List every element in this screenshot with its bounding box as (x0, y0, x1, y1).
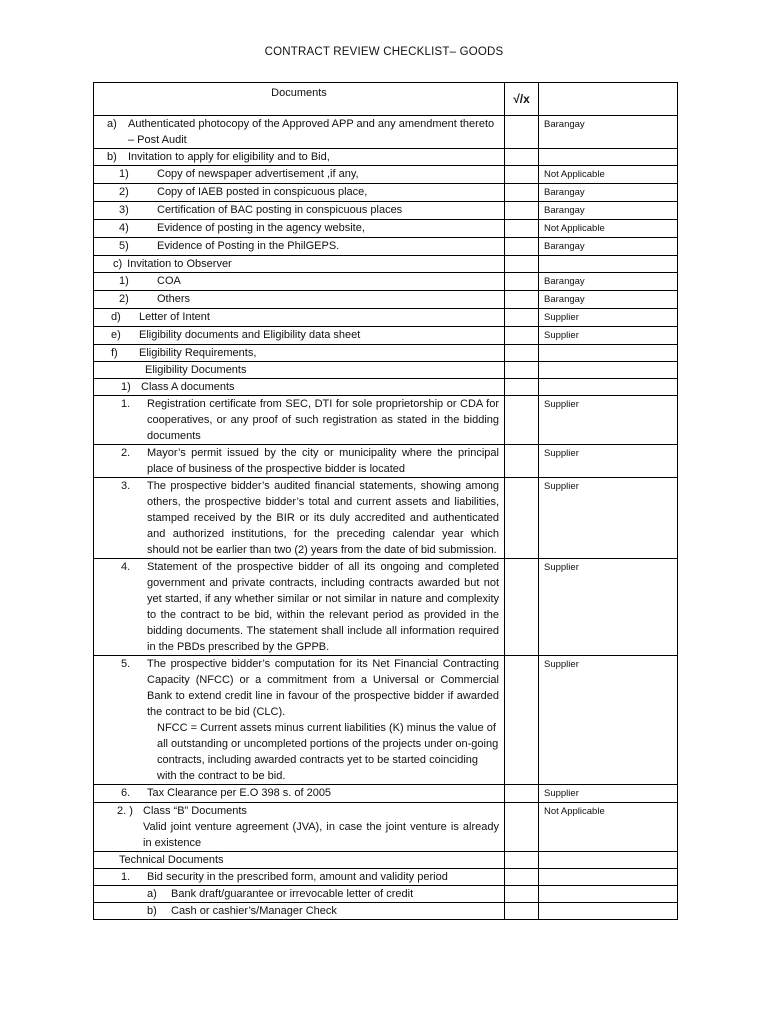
remark-cell (539, 149, 678, 166)
check-cell[interactable] (505, 256, 539, 273)
remark-cell: Supplier (539, 559, 678, 656)
check-cell[interactable] (505, 202, 539, 220)
check-cell[interactable] (505, 345, 539, 362)
document-cell (94, 166, 505, 184)
check-cell[interactable] (505, 869, 539, 886)
check-cell[interactable] (505, 903, 539, 920)
document-cell (94, 656, 505, 785)
item-label: 4) (119, 222, 129, 234)
remark-cell: Supplier (539, 478, 678, 559)
item-label: a) (147, 888, 157, 900)
item-text: Evidence of Posting in the PhilGEPS. (157, 240, 340, 252)
table-row (94, 202, 678, 220)
document-cell (94, 309, 505, 327)
remark-cell: Barangay (539, 291, 678, 309)
document-cell (94, 256, 505, 273)
table-row (94, 149, 678, 166)
check-cell[interactable] (505, 220, 539, 238)
item-text: Cash or cashier’s/Manager Check (171, 905, 337, 917)
item-label: 5) (119, 240, 129, 252)
table-row (94, 291, 678, 309)
remark-cell: Not Applicable (539, 803, 678, 852)
check-cell[interactable] (505, 291, 539, 309)
item-label: 2. ) (117, 805, 133, 817)
item-text: COA (157, 275, 181, 287)
item-text: Class A documents (141, 381, 235, 393)
check-cell[interactable] (505, 803, 539, 852)
item-text: Class “B” Documents (143, 805, 247, 817)
remark-cell (539, 886, 678, 903)
remark-cell: Supplier (539, 309, 678, 327)
table-row (94, 869, 678, 886)
remark-cell: Barangay (539, 202, 678, 220)
item-text: Invitation to apply for eligibility and to Bid, (128, 151, 330, 163)
item-label: 1. (121, 398, 131, 410)
document-cell (94, 803, 505, 852)
document-cell (94, 869, 505, 886)
document-cell (94, 327, 505, 345)
item-text: Evidence of posting in the agency website, (157, 222, 365, 234)
remark-cell (539, 345, 678, 362)
table-row (94, 445, 678, 478)
item-text: Certification of BAC posting in conspicuous places (157, 204, 403, 216)
item-text: Tax Clearance per E.O 398 s. of 2005 (147, 787, 332, 799)
item-text: Eligibility Documents (145, 364, 247, 376)
remark-cell: Barangay (539, 184, 678, 202)
check-cell[interactable] (505, 852, 539, 869)
document-cell (94, 852, 505, 869)
table-row (94, 273, 678, 291)
document-cell (94, 379, 505, 396)
item-text: Others (157, 293, 191, 305)
document-cell (94, 184, 505, 202)
item-text: Invitation to Observer (127, 258, 232, 270)
item-label: 1) (119, 275, 129, 287)
document-cell (94, 202, 505, 220)
item-label: 2) (119, 293, 129, 305)
table-row (94, 559, 678, 656)
remark-cell (539, 852, 678, 869)
document-cell (94, 220, 505, 238)
table-row (94, 903, 678, 920)
check-cell[interactable] (505, 116, 539, 149)
remark-cell: Supplier (539, 445, 678, 478)
table-row (94, 785, 678, 803)
check-cell[interactable] (505, 445, 539, 478)
item-label: 1) (119, 168, 129, 180)
item-text: Registration certificate from SEC, DTI for sole proprietorship or CDA for cooperatives, or any proof of such registration as stated in the bidding documents (147, 398, 499, 442)
document-cell (94, 903, 505, 920)
item-text: Copy of newspaper advertisement ,if any, (157, 168, 359, 180)
remarks-header (539, 83, 678, 116)
item-label: 6. (121, 787, 131, 799)
check-cell[interactable] (505, 166, 539, 184)
table-row (94, 116, 678, 149)
item-label: 3) (119, 204, 129, 216)
item-label: b) (107, 151, 117, 163)
table-row (94, 345, 678, 362)
document-cell (94, 291, 505, 309)
table-row (94, 238, 678, 256)
check-mark-header: √/x (505, 83, 539, 116)
item-label: c) (113, 258, 123, 270)
check-cell[interactable] (505, 149, 539, 166)
item-label: 2) (119, 186, 129, 198)
check-cell[interactable] (505, 478, 539, 559)
item-text: Bid security in the prescribed form, amount and validity period (147, 871, 448, 883)
item-text: The prospective bidder’s audited financial statements, showing among others, the prospective bidder’s total and current assets and liabilities, stamped received by the BIR or its duly accredited and authenticated and authorized institutions, for the preceding calendar year which should not be earlier than two (2) years from the date of bid submission. (147, 480, 499, 556)
check-cell[interactable] (505, 184, 539, 202)
item-label: 5. (121, 658, 131, 670)
item-label: a) (107, 118, 117, 130)
table-row (94, 166, 678, 184)
table-row (94, 478, 678, 559)
document-cell (94, 478, 505, 559)
check-cell[interactable] (505, 238, 539, 256)
item-text: The prospective bidder’s computation for its Net Financial Contracting Capacity (NFCC) or a commitment from a Universal or Commercial Bank to extend credit line in favour of the prospective bidder if awarded the contract to be bid (CLC). (147, 658, 499, 718)
check-cell[interactable] (505, 785, 539, 803)
check-cell[interactable] (505, 396, 539, 445)
document-cell (94, 273, 505, 291)
item-label: 4. (121, 561, 131, 573)
item-text: Bank draft/guarantee or irrevocable letter of credit (171, 888, 414, 900)
remark-cell (539, 362, 678, 379)
item-text: Eligibility documents and Eligibility data sheet (139, 329, 361, 341)
remark-cell: Barangay (539, 273, 678, 291)
table-row (94, 362, 678, 379)
remark-cell: Barangay (539, 238, 678, 256)
table-row (94, 309, 678, 327)
item-label: 1. (121, 871, 131, 883)
document-cell (94, 445, 505, 478)
check-cell[interactable] (505, 656, 539, 785)
item-text: Authenticated photocopy of the Approved APP and any amendment thereto – Post Audit (128, 118, 495, 146)
item-subtext: Valid joint venture agreement (JVA), in case the joint venture is already in existence (143, 821, 499, 849)
remark-cell: Supplier (539, 785, 678, 803)
remark-cell: Not Applicable (539, 166, 678, 184)
document-cell (94, 149, 505, 166)
check-cell[interactable] (505, 309, 539, 327)
item-text: Eligibility Requirements, (139, 347, 257, 359)
documents-header: Documents (94, 83, 505, 116)
item-text: Mayor’s permit issued by the city or municipality where the principal place of business of the prospective bidder is located (147, 447, 499, 475)
check-cell[interactable] (505, 273, 539, 291)
item-text: Letter of Intent (139, 311, 210, 323)
check-cell[interactable] (505, 362, 539, 379)
table-row (94, 327, 678, 345)
remark-cell (539, 379, 678, 396)
table-row (94, 852, 678, 869)
remark-cell: Supplier (539, 327, 678, 345)
table-row (94, 396, 678, 445)
table-header-row (94, 83, 678, 116)
document-cell (94, 785, 505, 803)
table-row (94, 220, 678, 238)
table-row (94, 803, 678, 852)
item-label: e) (111, 329, 121, 341)
item-label: f) (111, 347, 118, 359)
item-text: Copy of IAEB posted in conspicuous place, (157, 186, 368, 198)
item-label: 1) (121, 381, 131, 393)
item-label: 2. (121, 447, 131, 459)
check-cell[interactable] (505, 559, 539, 656)
document-cell (94, 345, 505, 362)
check-cell[interactable] (505, 327, 539, 345)
item-text: Technical Documents (119, 854, 224, 866)
item-label: 3. (121, 480, 131, 492)
item-label: d) (111, 311, 121, 323)
remark-cell: Not Applicable (539, 220, 678, 238)
item-label: b) (147, 905, 157, 917)
remark-cell: Supplier (539, 656, 678, 785)
item-text: Statement of the prospective bidder of all its ongoing and completed government and private contracts, including contracts awarded but not yet started, if any whether similar or not similar in nature and complexity to the contract to be bid, within the relevant period as provided in the bidding documents. The statement shall include all information required in the PBDs prescribed by the GPPB. (147, 561, 499, 653)
document-cell (94, 238, 505, 256)
table-row (94, 379, 678, 396)
page-title: CONTRACT REVIEW CHECKLIST– GOODS (264, 46, 504, 58)
document-cell (94, 362, 505, 379)
table-row (94, 256, 678, 273)
check-cell[interactable] (505, 886, 539, 903)
document-cell (94, 396, 505, 445)
remark-cell (539, 903, 678, 920)
remark-cell (539, 256, 678, 273)
item-subtext: NFCC = Current assets minus current liabilities (K) minus the value of all outstanding or uncompleted portions of the projects under on-going contracts, including awarded contracts yet to be started coinciding with the contract to be bid. (157, 722, 499, 782)
document-cell (94, 886, 505, 903)
document-cell (94, 559, 505, 656)
remark-cell (539, 869, 678, 886)
table-row (94, 184, 678, 202)
remark-cell: Barangay (539, 116, 678, 149)
table-row (94, 886, 678, 903)
checklist-table (93, 82, 678, 920)
remark-cell: Supplier (539, 396, 678, 445)
document-cell (94, 116, 505, 149)
check-cell[interactable] (505, 379, 539, 396)
table-row (94, 656, 678, 785)
